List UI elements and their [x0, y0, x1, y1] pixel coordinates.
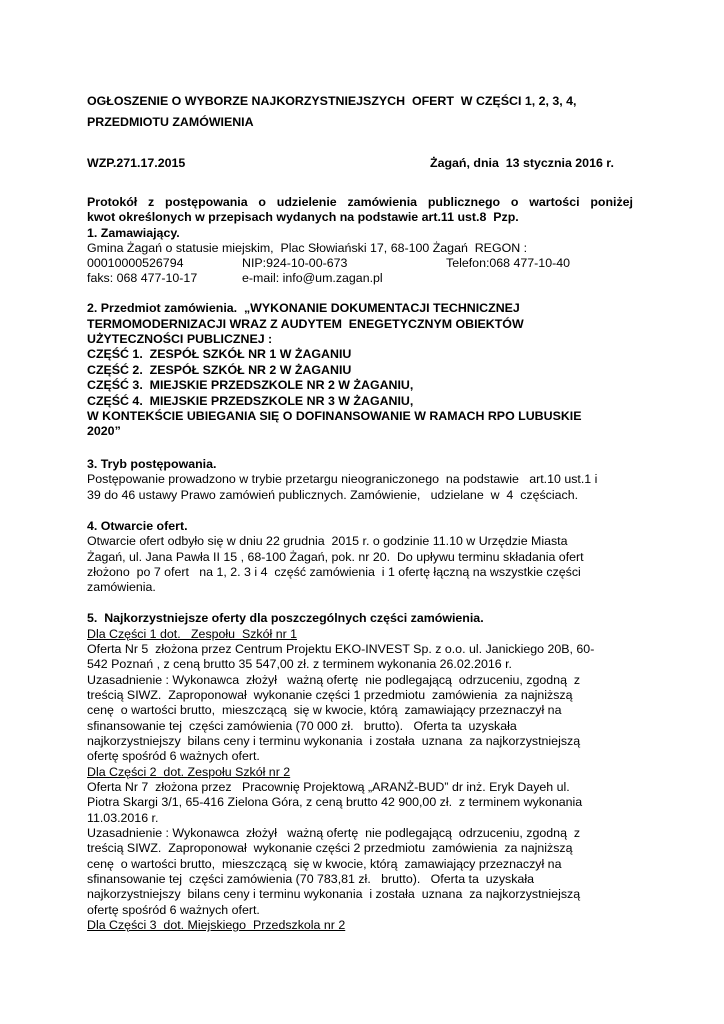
section-2-line-3: UŻYTECZNOŚCI PUBLICZNEJ :: [87, 332, 273, 346]
document-date: Żagań, dnia 13 stycznia 2016 r.: [430, 156, 614, 170]
section-2-line-1: 2. Przedmiot zamówienia. „WYKONANIE DOKUMENTACJI TECHNICZNEJ: [87, 301, 520, 315]
part-1-heading: Dla Części 1 dot. Zespołu Szkół nr 1: [87, 627, 298, 641]
protocol-line-2: kwot określonych w przepisach wydanych na podstawie art.11 ust.8 Pzp.: [87, 210, 519, 224]
part-1-line-7: najkorzystniejszy bilans ceny i terminu wykonania i została uznana za najkorzystniejszą: [87, 734, 581, 748]
section-2-line-8: W KONTEKŚCIE UBIEGANIA SIĘ O DOFINANSOWANIE W RAMACH RPO LUBUSKIE: [87, 409, 582, 423]
section-4-line-3: złożono po 7 ofert na 1, 2. 3 i 4 część zamówienia i 1 ofertę łączną na wszystkie części: [87, 565, 581, 579]
reference-number: WZP.271.17.2015: [87, 156, 186, 170]
protocol-line-1: Protokół z postępowania o udzielenie zamówienia publicznego o wartości poniżej: [87, 195, 633, 209]
part-2-line-3: 11.03.2016 r.: [87, 811, 159, 825]
part-1-line-4: treścią SIWZ. Zaproponował wykonanie części 1 przedmiotu zamówienia za najniższą: [87, 688, 573, 702]
section-1-heading: 1. Zamawiający.: [87, 226, 180, 240]
part-1-line-8: ofertę spośród 6 ważnych ofert.: [87, 749, 260, 763]
section-4-line-2: Żagań, ul. Jana Pawła II 15 , 68-100 Żagań, pok. nr 20. Do upływu terminu składania ofert: [87, 550, 584, 564]
nip-number: NIP:924-10-00-673: [242, 256, 348, 270]
telephone: Telefon:068 477-10-40: [446, 256, 571, 270]
section-4-line-1: Otwarcie ofert odbyło się w dniu 22 grudnia 2015 r. o godzinie 11.10 w Urzędzie Miasta: [87, 534, 568, 548]
part-2-line-2: Piotra Skargi 3/1, 65-416 Zielona Góra, z ceną brutto 42 900,00 zł. z terminem wykonania: [87, 795, 583, 809]
section-2-part-4: CZĘŚĆ 4. MIEJSKIE PRZEDSZKOLE NR 3 W ŻAGANIU,: [87, 394, 414, 408]
section-3-line-2: 39 do 46 ustawy Prawo zamówień publicznych. Zamówienie, udzielane w 4 częściach.: [87, 488, 579, 502]
part-1-line-2: 542 Poznań , z ceną brutto 35 547,00 zł. z terminem wykonania 26.02.2016 r.: [87, 657, 512, 671]
part-2-line-8: najkorzystniejszy bilans ceny i terminu wykonania i została uznana za najkorzystniejszą: [87, 887, 581, 901]
part-2-line-1: Oferta Nr 7 złożona przez Pracownię Projektową „ARANŻ-BUD” dr inż. Eryk Dayeh ul.: [87, 780, 570, 794]
email: e-mail: info@um.zagan.pl: [242, 271, 383, 285]
section-5-heading: 5. Najkorzystniejsze oferty dla poszczególnych części zamówienia.: [87, 611, 484, 625]
part-2-line-7: sfinansowanie tej części zamówienia (70 783,81 zł. brutto). Oferta ta uzyskała: [87, 872, 534, 886]
part-2-line-5: treścią SIWZ. Zaproponował wykonanie części 2 przedmiotu zamówienia za najniższą: [87, 841, 573, 855]
contracting-authority-line: Gmina Żagań o statusie miejskim, Plac Słowiański 17, 68-100 Żagań REGON :: [87, 241, 528, 255]
section-2-line-2: TERMOMODERNIZACJI WRAZ Z AUDYTEM ENEGETYCZNYM OBIEKTÓW: [87, 317, 524, 331]
part-1-line-1: Oferta Nr 5 złożona przez Centrum Projektu EKO-INVEST Sp. z o.o. ul. Janickiego 20B, 60-: [87, 642, 595, 656]
part-1-line-3: Uzasadnienie : Wykonawca złożył ważną ofertę nie podlegającą odrzuceniu, zgodną z: [87, 673, 581, 687]
title-line-2: PRZEDMIOTU ZAMÓWIENIA: [87, 115, 254, 129]
section-3-line-1: Postępowanie prowadzono w trybie przetargu nieograniczonego na podstawie art.10 ust.1 i: [87, 472, 598, 486]
part-1-line-6: sfinansowanie tej części zamówienia (70 000 zł. brutto). Oferta ta uzyskała: [87, 719, 517, 733]
section-4-line-4: zamówienia.: [87, 580, 156, 594]
part-2-line-4: Uzasadnienie : Wykonawca złożył ważną ofertę nie podlegającą odrzuceniu, zgodną z: [87, 826, 581, 840]
part-1-line-5: cenę o wartości brutto, mieszczącą się w kwocie, którą zamawiający przeznaczył na: [87, 703, 562, 717]
section-4-heading: 4. Otwarcie ofert.: [87, 519, 188, 533]
fax: faks: 068 477-10-17: [87, 271, 198, 285]
part-2-line-9: ofertę spośród 6 ważnych ofert.: [87, 903, 260, 917]
section-2-part-1: CZĘŚĆ 1. ZESPÓŁ SZKÓŁ NR 1 W ŻAGANIU: [87, 347, 352, 361]
part-2-heading: Dla Części 2 dot. Zespołu Szkół nr 2: [87, 765, 291, 779]
section-2-part-3: CZĘŚĆ 3. MIEJSKIE PRZEDSZKOLE NR 2 W ŻAGANIU,: [87, 378, 414, 392]
section-3-heading: 3. Tryb postępowania.: [87, 457, 217, 471]
part-2-line-6: cenę o wartości brutto, mieszczącą się w kwocie, którą zamawiający przeznaczył na: [87, 857, 562, 871]
part-3-heading: Dla Części 3 dot. Miejskiego Przedszkola nr 2: [87, 918, 346, 932]
title-line-1: OGŁOSZENIE O WYBORZE NAJKORZYSTNIEJSZYCH OFERT W CZĘŚCI 1, 2, 3, 4,: [87, 94, 577, 108]
section-2-part-2: CZĘŚĆ 2. ZESPÓŁ SZKÓŁ NR 2 W ŻAGANIU: [87, 363, 352, 377]
regon-number: 00010000526794: [87, 256, 184, 270]
section-2-line-9: 2020”: [87, 424, 121, 438]
